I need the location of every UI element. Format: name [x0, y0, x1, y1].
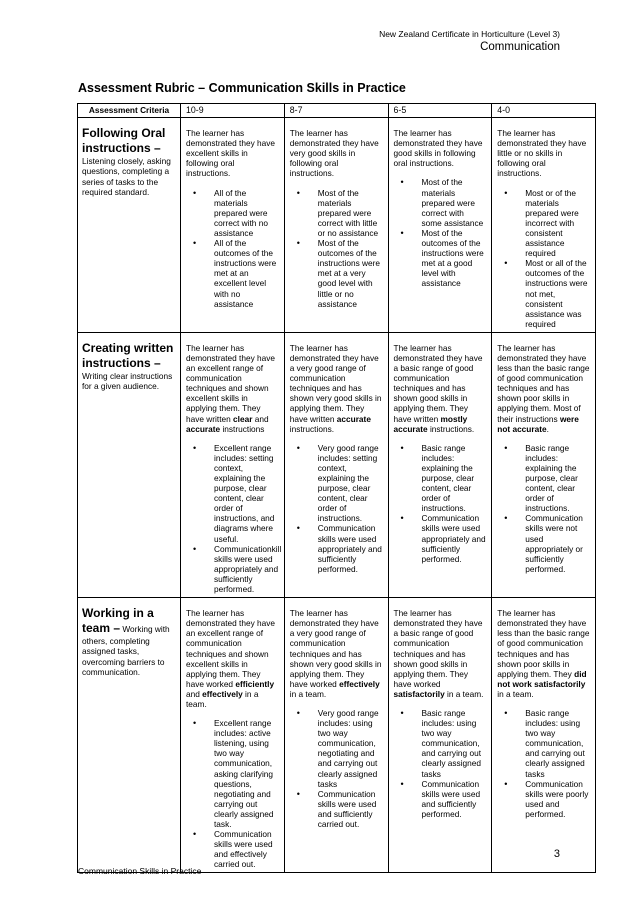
criteria-header: Assessment Criteria — [78, 104, 181, 118]
emphasis-text: accurate — [336, 413, 371, 424]
criteria-bullets — [497, 443, 590, 574]
level-header: 4-0 — [492, 104, 596, 118]
bullet-item: • Most of the materials prepared were correct with little or no assistance — [318, 188, 383, 238]
level-header: 10-9 — [181, 104, 285, 118]
description-text: in a team. — [289, 688, 327, 699]
bullet-item: • Most of the materials prepared were correct with some assistance — [422, 177, 487, 227]
description-text: The learner has demonstrated they have little or no skills in following oral instructions. — [497, 128, 587, 179]
description-text: The learner has demonstrated they have an excellent range of communication techniques and shown excellent skills in applying them. They have worked — [186, 608, 276, 689]
criteria-bullets — [186, 718, 279, 869]
description-text: . — [546, 423, 549, 434]
rubric-table — [77, 103, 596, 873]
criterion-description: Writing clear instructions for a given audience. — [82, 370, 173, 392]
bullet-item: • Communication skills were used and sufficiently performed. — [422, 779, 487, 819]
criteria-bullets — [394, 443, 487, 564]
criterion-title: Creating written instructions – — [82, 340, 174, 370]
bullet-item: • Communication skills were used appropriately and sufficiently performed. — [318, 523, 383, 573]
criterion-cell — [78, 118, 181, 333]
level-description — [394, 608, 487, 699]
criteria-bullets — [497, 708, 590, 819]
level-description — [497, 608, 590, 699]
criteria-bullets — [394, 177, 487, 288]
description-text: and — [186, 688, 203, 699]
footer-title: Communication Skills in Practice — [78, 866, 202, 876]
bullet-item: • Most of the outcomes of the instructions were met at a good level with assistance — [422, 228, 487, 289]
description-text: The learner has demonstrated they have less than the basic range of good communication techniques and has shown poor skills in applying them. Most of their instructions — [497, 342, 590, 424]
bullet-item: • Communication skills were used and sufficiently carried out. — [318, 789, 383, 829]
level-description — [290, 343, 383, 434]
bullet-item: • Excellent range includes: setting context, explaining the purpose, clear content, clear order of instructions, and diagrams where useful. — [214, 443, 279, 544]
page-title: Assessment Rubric – Communication Skills in Practice — [78, 81, 406, 95]
emphasis-text: effectively — [339, 678, 380, 689]
bullet-item: • Communication skills were not used appropriately or sufficiently performed. — [525, 513, 590, 574]
bullet-item: • All of the materials prepared were correct with no assistance — [214, 188, 279, 238]
rubric-cell — [181, 332, 285, 597]
level-description — [497, 343, 590, 434]
description-text: The learner has demonstrated they have good skills in following oral instructions. — [393, 128, 483, 169]
bullet-item: • Basic range includes: using two way communication, and carrying out clearly assigned tasks — [525, 708, 590, 779]
rubric-cell — [388, 118, 492, 333]
rubric-cell — [492, 332, 596, 597]
bullet-item: • All of the outcomes of the instructions were met at an excellent level with no assistance — [214, 238, 279, 309]
emphasis-text: satisfactorily — [393, 688, 445, 699]
criteria-bullets — [290, 708, 383, 829]
criteria-bullets — [497, 188, 590, 329]
description-text: in a team. — [444, 688, 484, 699]
criterion-description: Listening closely, asking questions, completing a series of tasks to the required standard. — [82, 156, 171, 197]
description-text: The learner has demonstrated they have a very good range of communication techniques and has shown very good skills in applying them. They have written — [289, 342, 382, 424]
page-number: 3 — [553, 848, 560, 860]
bullet-item: • Most or all of the outcomes of the instructions were not met, consistent assistance was required — [525, 258, 590, 329]
rubric-row — [78, 598, 596, 873]
level-description — [290, 128, 383, 178]
criteria-bullets — [186, 442, 282, 595]
criteria-bullets — [290, 188, 383, 309]
level-description — [186, 608, 279, 709]
description-text: The learner has demonstrated they have an excellent range of communication techniques and shown excellent skills in applying them. They have written — [186, 342, 276, 424]
emphasis-text: efficiently — [235, 678, 275, 689]
bullet-item: • Very good range includes: using two way communication, negotiating and and carrying out clearly assigned tasks — [318, 708, 383, 789]
level-description — [394, 343, 487, 434]
rubric-cell — [284, 598, 388, 873]
description-text: The learner has demonstrated they have a basic range of good communication techniques and has shown good skills in applying them. They have worked — [393, 608, 483, 689]
emphasis-text: clear — [233, 413, 253, 424]
emphasis-text: mostly accurate — [393, 413, 468, 434]
rubric-row — [78, 332, 596, 597]
level-description — [186, 343, 279, 434]
description-text: instructions. — [289, 423, 335, 434]
rubric-cell — [492, 598, 596, 873]
emphasis-text: accurate — [186, 423, 221, 434]
header-row — [78, 104, 596, 118]
bullet-item: • Basic range includes: explaining the purpose, clear content, clear order of instructions. — [525, 443, 590, 514]
bullet-item: • Communication skills were used and effectively carried out. — [214, 829, 279, 869]
level-header: 8-7 — [284, 104, 388, 118]
bullet-item: • Communicationkill skills were used appropriately and sufficiently performed. — [214, 544, 279, 594]
description-text: The learner has demonstrated they have very good skills in following oral instructions. — [289, 128, 379, 179]
header-certificate: New Zealand Certificate in Horticulture (Level 3) — [379, 29, 560, 39]
description-text: instructions — [220, 423, 265, 434]
criteria-bullets — [290, 443, 383, 574]
bullet-item: • Communication skills were used appropriately and sufficiently performed. — [422, 513, 487, 563]
bullet-item: • Communication skills were poorly used and performed. — [525, 779, 590, 819]
criterion-title: Working in a team – — [82, 606, 154, 636]
level-description — [186, 128, 279, 178]
criterion-title: Following Oral instructions – — [82, 126, 166, 156]
description-text: The learner has demonstrated they have less than the basic range of good communication techniques and has shown poor skills in applying them. They — [497, 608, 590, 679]
criteria-bullets — [186, 188, 279, 309]
level-description — [394, 128, 487, 168]
bullet-item: • Most or of the materials prepared were incorrect with consistent assistance required — [525, 188, 590, 259]
level-description — [497, 128, 590, 178]
rubric-cell — [284, 118, 388, 333]
description-text: in a team. — [497, 688, 534, 699]
level-description — [290, 608, 383, 699]
bullet-item: • Very good range includes: setting context, explaining the purpose, clear content, clear order of instructions. — [318, 443, 383, 524]
rubric-row — [78, 118, 596, 333]
rubric-cell — [284, 332, 388, 597]
level-header: 6-5 — [388, 104, 492, 118]
bullet-item: • Excellent range includes: active listening, using two way communication, asking clarifying questions, negotiating and carrying out clearly assigned task. — [214, 718, 279, 829]
description-text: The learner has demonstrated they have a very good range of communication techniques and has shown very good skills in applying them. They have worked — [289, 608, 382, 689]
header-unit: Communication — [480, 41, 560, 53]
description-text: The learner has demonstrated they have excellent skills in following oral instructions. — [186, 128, 276, 179]
criterion-cell — [78, 598, 181, 873]
rubric-cell — [388, 598, 492, 873]
bullet-item: • Basic range includes: using two way communication, and carrying out clearly assigned tasks — [422, 708, 487, 779]
rubric-cell — [492, 118, 596, 333]
bullet-item: • Basic range includes: explaining the purpose, clear content, clear order of instructions. — [422, 443, 487, 514]
criteria-bullets — [394, 708, 487, 819]
rubric-cell — [181, 118, 285, 333]
emphasis-text: were not accurate — [497, 413, 579, 434]
bullet-item: • Most of the outcomes of the instructions were met at a very good level with little or no assistance — [318, 238, 383, 309]
description-text: and — [252, 413, 269, 424]
description-text: in a team. — [186, 688, 259, 709]
criterion-description: Working with others, completing assigned tasks, overcoming barriers to communication. — [82, 624, 170, 678]
description-text: instructions. — [427, 423, 475, 434]
emphasis-text: effectively — [202, 688, 243, 699]
emphasis-text: did not work satisfactorily — [497, 668, 587, 689]
criterion-cell — [78, 332, 181, 597]
rubric-cell — [388, 332, 492, 597]
description-text: The learner has demonstrated they have a basic range of good communication techniques and has shown good skills in applying them. They have written — [393, 342, 483, 424]
rubric-cell — [181, 598, 285, 873]
